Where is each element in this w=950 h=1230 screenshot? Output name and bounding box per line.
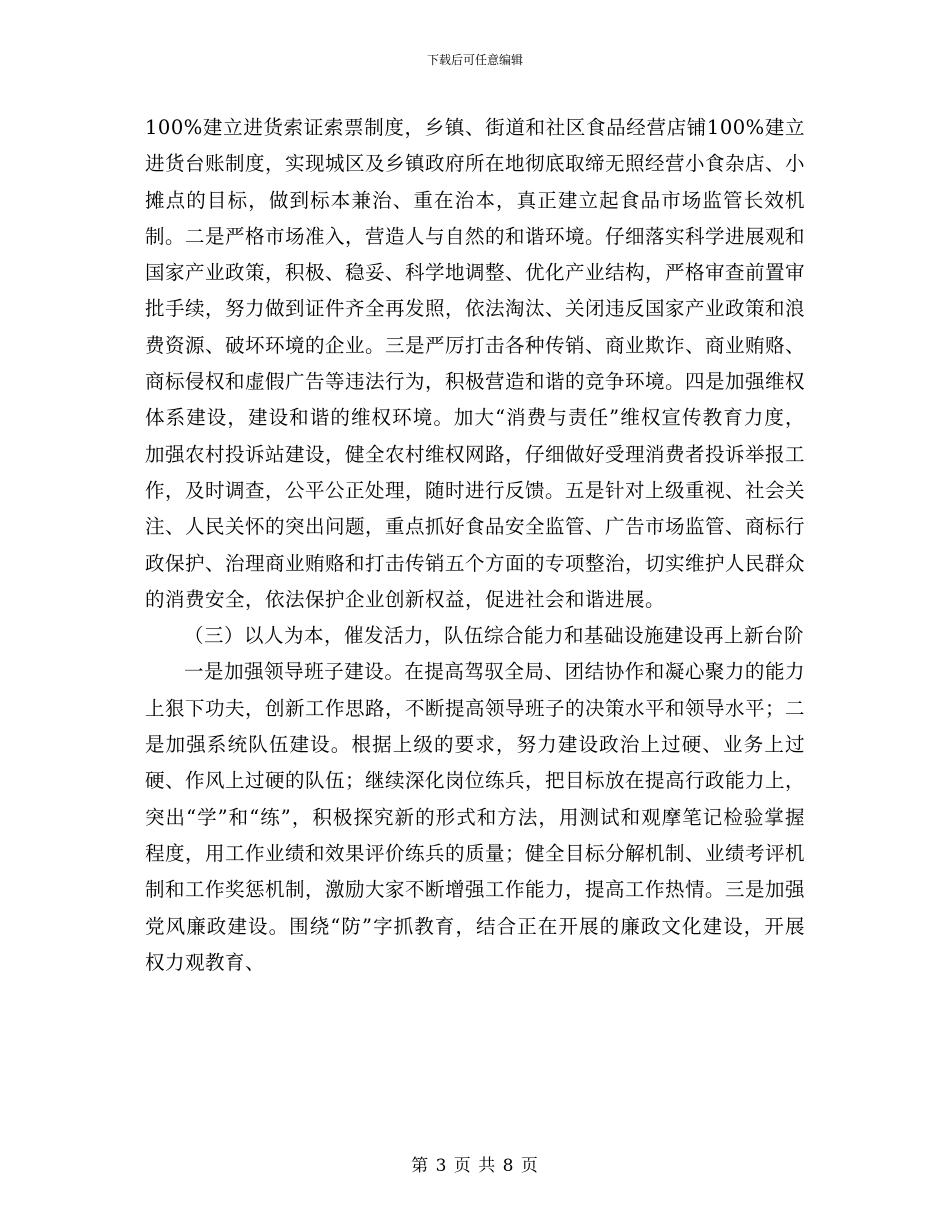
document-body [145,110,805,981]
paragraph-team-building: 一是加强领导班子建设。在提高驾驭全局、团结协作和凝心聚力的能力上狠下功夫，创新工作思路，不断提高领导班子的决策水平和领导水平；二是加强系统队伍建设。根据上级的要求，努力建设政治上过硬、业务上过硬、作风上过硬的队伍；继续深化岗位练兵，把目标放在提高行政能力上，突出“学”和“练”，积极探究新的形式和方法，用测试和观摩笔记检验掌握程度，用工作业绩和效果评价练兵的质量；健全目标分解机制、业绩考评机制和工作奖惩机制，激励大家不断增强工作能力，提高工作热情。三是加强党风廉政建设。围绕“防”字抓教育，结合正在开展的廉政文化建设，开展权力观教育、 [145,660,806,974]
page-number: 第 3 页 共 8 页 [411,1156,539,1176]
paragraph-market-regulation: 100%建立进货索证索票制度，乡镇、街道和社区食品经营店铺100%建立进货台账制度，实现城区及乡镇政府所在地彻底取缔无照经营小食杂店、小摊点的目标，做到标本兼治、重在治本，真正建立起食品市场监管长效机制。二是严格市场准入，营造人与自然的和谐环境。仔细落实科学进展观和国家产业政策，积极、稳妥、科学地调整、优化产业结构，严格审查前置审批手续，努力做到证件齐全再发照，依法淘汰、关闭违反国家产业政策和浪费资源、破坏环境的企业。三是严厉打击各种传销、商业欺诈、商业贿赂、商标侵权和虚假广告等违法行为，积极营造和谐的竞争环境。四是加强维权体系建设，建设和谐的维权环境。加大“消费与责任”维权宣传教育力度，加强农村投诉站建设，健全农村维权网路，仔细做好受理消费者投诉举报工作，及时调查，公平公正处理，随时进行反馈。五是针对上级重视、社会关注、人民关怀的突出问题，重点抓好食品安全监管、广告市场监管、商标行政保护、治理商业贿赂和打击传销五个方面的专项整治，切实维护人民群众的消费安全，依法保护企业创新权益，促进社会和谐进展。 [145,116,806,611]
section-heading-three: （三）以人为本，催发活力，队伍综合能力和基础设施建设再上新台阶 [184,624,805,648]
page-header: 下载后可任意编辑 [426,53,523,67]
